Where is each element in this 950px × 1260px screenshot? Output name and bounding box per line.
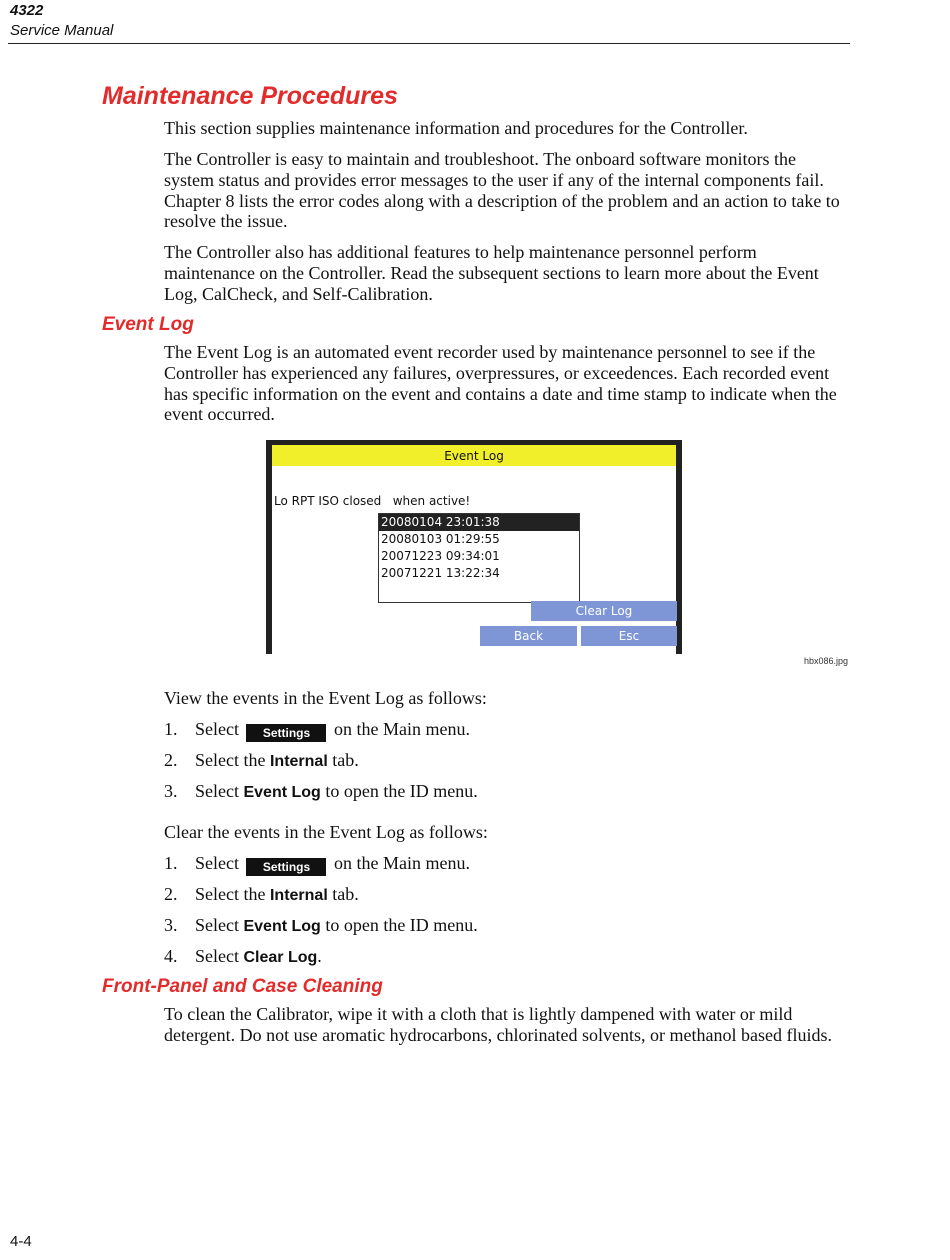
step-text: Select [195, 781, 239, 801]
step-keyword: Event Log [243, 918, 321, 935]
step-number: 2. [164, 884, 178, 904]
step-text: tab. [332, 884, 359, 904]
intro-paragraph-3: The Controller also has additional features to help maintenance personnel perform maintenance on the Controller. Read the subsequent sections to learn more about the Event Log, CalCheck, and Self-Calibration. [164, 242, 819, 304]
screen-event-list [378, 513, 580, 603]
clear-steps-intro: Clear the events in the Event Log as follows: [164, 822, 488, 842]
intro-paragraph-1: This section supplies maintenance information and procedures for the Controller. [164, 118, 748, 138]
figure-caption: hbx086.jpg [804, 656, 849, 666]
intro-paragraph-2: The Controller is easy to maintain and troubleshoot. The onboard software monitors the system status and provides error messages to the user if any of the internal components fail. Chapter 8 lists the error codes along with a description of the problem and an action to take to resolve the issue. [164, 149, 840, 232]
event-entry[interactable]: 20071223 09:34:01 [381, 549, 500, 563]
step-text: Select [195, 946, 239, 966]
step-text: tab. [332, 750, 359, 770]
settings-button: Settings [246, 724, 326, 742]
event-entry-selected[interactable]: 20080104 23:01:38 [379, 514, 579, 531]
event-entry[interactable]: 20071221 13:22:34 [381, 566, 500, 580]
view-step-1 [164, 718, 470, 742]
screen-title-bar: Event Log [272, 445, 676, 466]
clear-log-button[interactable]: Clear Log [531, 601, 677, 621]
event-log-intro: The Event Log is an automated event recorder used by maintenance personnel to see if the Controller has experienced any failures, overpressures, or exceedences. Each recorded event has specific information on the event and contains a date and time stamp to indicate when the event occurred. [164, 342, 837, 425]
back-button[interactable]: Back [480, 626, 577, 646]
event-log-heading: Event Log [102, 314, 194, 335]
page-number: 4-4 [10, 1233, 32, 1250]
header-model-number: 4322 [10, 2, 44, 19]
step-number: 4. [164, 946, 178, 966]
settings-button: Settings [246, 858, 326, 876]
clear-step-3 [164, 914, 478, 938]
step-keyword: Event Log [243, 784, 321, 801]
step-text: Select the [195, 884, 266, 904]
header-manual-title: Service Manual [10, 22, 114, 39]
view-steps-intro: View the events in the Event Log as follows: [164, 688, 487, 708]
screen-panel [272, 445, 676, 654]
section-title: Maintenance Procedures [102, 82, 398, 110]
step-text: Select [195, 719, 239, 739]
esc-button[interactable]: Esc [581, 626, 677, 646]
step-keyword: Clear Log [243, 949, 318, 966]
step-number: 3. [164, 781, 178, 801]
cleaning-heading: Front-Panel and Case Cleaning [102, 976, 383, 997]
step-text: on the Main menu. [333, 719, 470, 739]
clear-step-2 [164, 883, 359, 907]
step-text: to open the ID menu. [325, 781, 478, 801]
step-text: . [317, 946, 322, 966]
step-keyword: Internal [269, 753, 328, 770]
header-divider [8, 43, 850, 44]
clear-step-1 [164, 852, 470, 876]
step-number: 1. [164, 719, 178, 739]
step-text: Select [195, 915, 239, 935]
step-keyword: Internal [269, 887, 328, 904]
view-step-3 [164, 780, 478, 804]
event-entry[interactable]: 20080103 01:29:55 [381, 532, 500, 546]
screen-event-message: Lo RPT ISO closed when active! [274, 494, 471, 508]
step-text: Select [195, 853, 239, 873]
step-number: 1. [164, 853, 178, 873]
event-log-screenshot [266, 440, 682, 654]
step-text: Select the [195, 750, 266, 770]
step-number: 2. [164, 750, 178, 770]
cleaning-paragraph: To clean the Calibrator, wipe it with a cloth that is lightly dampened with water or mild detergent. Do not use aromatic hydrocarbons, chlorinated solvents, or methanol based fluids. [164, 1004, 832, 1045]
clear-step-4 [164, 945, 322, 969]
step-number: 3. [164, 915, 178, 935]
view-step-2 [164, 749, 359, 773]
step-text: on the Main menu. [333, 853, 470, 873]
step-text: to open the ID menu. [325, 915, 478, 935]
